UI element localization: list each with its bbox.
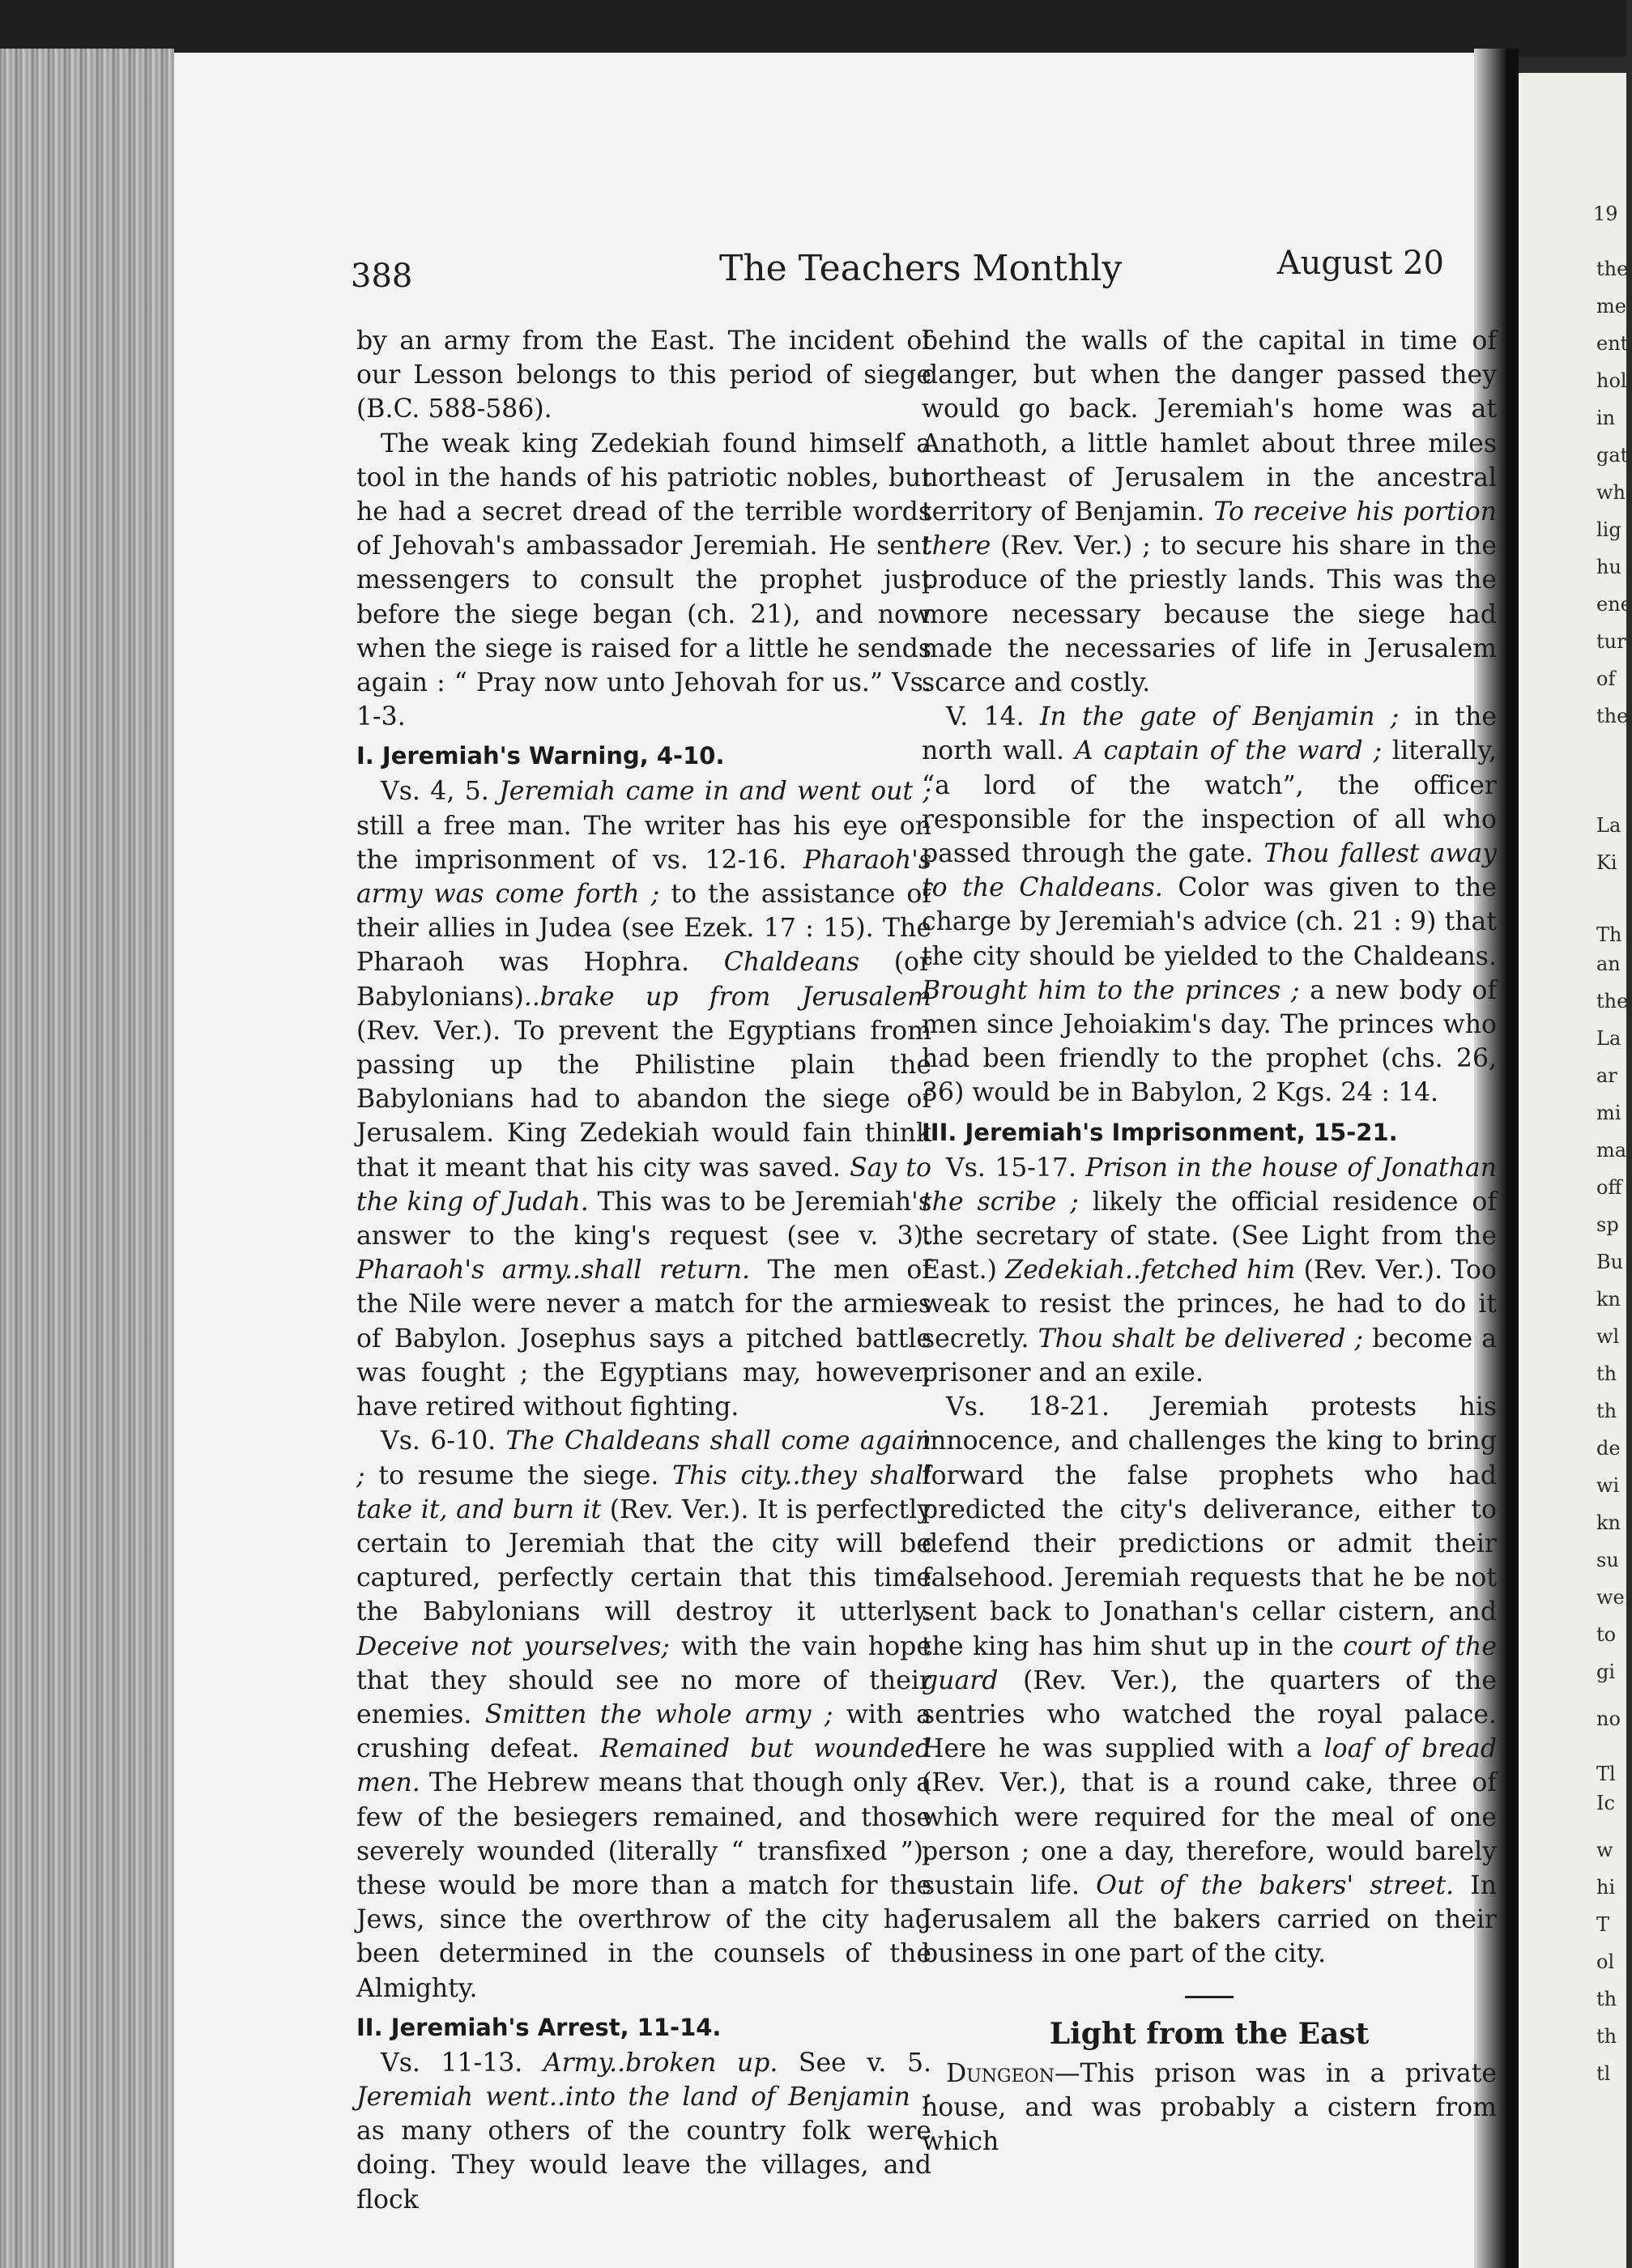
paragraph: Vs. 15-17. Prison in the house of Jonathan the scribe ; likely the official residence of the secretary of state. (See Light from the East.) Zedekiah..fetched him (Rev. Ver.). Too weak to resist the princes, he had to do it secretly. Thou shalt be delivered ; become a prisoner and an exile. <box>922 1153 1497 1388</box>
paragraph: Vs. 18-21. Jeremiah protests his innocence, and challenges the king to bring forward the false prophets who had predicted the city's deliverance, either to defend their predictions or admit their falsehood. Jeremiah requests that he be not sent back to Jonathan's cellar cistern, and the king has him shut up in the court of the guard (Rev. Ver.), the quarters of the sentries who watched the royal palace. Here he was supplied with a loaf of bread (Rev. Ver.), that is a round cake, three of which were required for the meal of one person ; one a day, therefore, would barely sustain life. Out of the bakers' street. In Jerusalem all the bakers carried on their business in one part of the city. <box>922 1392 1498 1969</box>
paragraph: by an army from the East. The incident of our Lesson belongs to this period of siege (B.C. 588-586). <box>356 326 931 424</box>
adjacent-page-text-fragment: of <box>1596 667 1616 690</box>
adjacent-page-text-fragment: wl <box>1596 1325 1620 1348</box>
adjacent-page-text-fragment: ol <box>1596 1950 1615 1973</box>
adjacent-page-text-fragment: tur <box>1596 630 1626 653</box>
scan-top-border <box>0 0 1626 57</box>
adjacent-page-text-fragment: wi <box>1596 1474 1620 1497</box>
adjacent-page-text-fragment: hi <box>1596 1876 1616 1899</box>
section-heading-arrest: II. Jeremiah's Arrest, 11-14. <box>356 2013 722 2041</box>
adjacent-page-text-fragment: wh <box>1596 481 1626 504</box>
section-title-light-from-the-east: Light from the East <box>1049 2016 1370 2051</box>
adjacent-page-text-fragment: T <box>1596 1913 1610 1936</box>
adjacent-page-text-fragment: gat <box>1596 444 1629 467</box>
adjacent-page-text-fragment: to <box>1596 1623 1617 1646</box>
paragraph: Vs. 6-10. The Chaldeans shall come again ; to resume the siege. This city..they shall take it, and burn it (Rev. Ver.). It is perfectly certain to Jeremiah that the city will be captured, perfectly certain that this time the Babylonians will destroy it utterly. Deceive not yourselves; with the vain hope that they should see no more of their enemies. Smitten the whole army ; with a crushing defeat. Remained but wounded men. The Hebrew means that though only a few of the besiegers remained, and those severely wounded (literally “ transfixed ”), these would be more than a match for the Jews, since the overthrow of the city had been determined in the counsels of the Almighty. <box>356 1426 932 2003</box>
adjacent-page-text-fragment: La <box>1596 814 1621 837</box>
adjacent-page-text-fragment: in <box>1596 407 1616 429</box>
adjacent-page-text-fragment: no <box>1596 1707 1621 1730</box>
adjacent-page-text-fragment: lig <box>1596 518 1621 541</box>
adjacent-page-text-fragment: 19 <box>1593 202 1618 225</box>
adjacent-page-text-fragment: hol <box>1596 369 1627 392</box>
section-divider <box>1185 1996 1234 1998</box>
adjacent-page-text-fragment: ene <box>1596 593 1632 616</box>
paragraph: behind the walls of the capital in time of danger, but when the danger passed they would go back. Jeremiah's home was at Anathoth, a little hamlet about three miles northeast of Jerusalem in the ancestral territory of Benjamin. To receive his portion there (Rev. Ver.) ; to secure his share in the produce of the priestly lands. This was the more necessary because the siege had made the necessaries of life in Jerusalem scarce and costly. <box>922 326 1498 698</box>
stacked-page-edges <box>0 49 174 2268</box>
adjacent-page-text-fragment: Tl <box>1596 1763 1616 1785</box>
running-month: August 20 <box>1276 245 1444 282</box>
section-heading-imprisonment: III. Jeremiah's Imprisonment, 15-21. <box>922 1118 1398 1146</box>
adjacent-page-text-fragment: Bu <box>1596 1251 1624 1273</box>
paragraph: Dungeon—This prison was in a private house, and was probably a cistern from which <box>922 2058 1497 2156</box>
adjacent-page-text-fragment: off <box>1596 1176 1622 1199</box>
adjacent-page-text-fragment: gi <box>1596 1660 1616 1683</box>
adjacent-page-text-fragment: kn <box>1596 1511 1621 1534</box>
adjacent-page-text-fragment: th <box>1596 1362 1617 1385</box>
page-header <box>351 243 1444 300</box>
left-column <box>356 324 931 2217</box>
paragraph: The weak king Zedekiah found himself a tool in the hands of his patriotic nobles, but he had a secret dread of the terrible words of Jehovah's ambassador Jeremiah. He sent messengers to consult the prophet just before the siege began (ch. 21), and now when the siege is raised for a little he sends again : “ Pray now unto Jehovah for us.” Vs. 1-3. <box>356 428 931 732</box>
adjacent-page-text-fragment: Ic <box>1596 1792 1615 1814</box>
adjacent-page-text-fragment: ma <box>1596 1139 1627 1162</box>
right-column <box>922 324 1497 2159</box>
adjacent-page-text-fragment: the <box>1596 705 1629 727</box>
adjacent-page-text-fragment: me <box>1596 295 1626 318</box>
adjacent-page-fragment <box>1519 73 1632 2268</box>
running-title: The Teachers Monthly <box>719 248 1123 289</box>
adjacent-page-text-fragment: ar <box>1596 1064 1617 1087</box>
adjacent-page-text-fragment: kn <box>1596 1288 1621 1311</box>
adjacent-page-text-fragment: hu <box>1596 556 1621 578</box>
paragraph: Vs. 4, 5. Jeremiah came in and went out ; still a free man. The writer has his eye on the imprisonment of vs. 12-16. Pharaoh's army was come forth ; to the assistance of their allies in Judea (see Ezek. 17 : 15). The Pharaoh was Hophra. Chaldeans (or Babylonians)..brake up from Jerusalem (Rev. Ver.). To prevent the Egyptians from passing up the Philistine plain the Babylonians had to abandon the siege of Jerusalem. King Zedekiah would fain think that it meant that his city was saved. Say to the king of Judah. This was to be Jeremiah's answer to the king's request (see v. 3). Pharaoh's army..shall return. The men of the Nile were never a match for the armies of Babylon. Josephus says a pitched battle was fought ; the Egyptians may, however, have retired without fighting. <box>356 777 932 1422</box>
adjacent-page-text-fragment: La <box>1596 1027 1621 1050</box>
adjacent-page-text-fragment: the <box>1596 258 1629 280</box>
adjacent-page-text-fragment: ent <box>1596 332 1629 355</box>
adjacent-page-text-fragment: tl <box>1596 2062 1611 2085</box>
adjacent-page-text-fragment: th <box>1596 2025 1617 2048</box>
page-number: 388 <box>351 258 413 295</box>
adjacent-page-text-fragment: an <box>1596 953 1621 975</box>
adjacent-page-text-fragment: the <box>1596 990 1629 1013</box>
adjacent-page-text-fragment: th <box>1596 1988 1617 2010</box>
adjacent-page-text-fragment: th <box>1596 1400 1617 1422</box>
adjacent-page-text-fragment: de <box>1596 1437 1621 1460</box>
section-heading-warning: I. Jeremiah's Warning, 4-10. <box>356 742 725 770</box>
adjacent-page-text-fragment: mi <box>1596 1102 1621 1124</box>
adjacent-page-text-fragment: Th <box>1596 923 1622 946</box>
adjacent-page-text-fragment: su <box>1596 1549 1619 1571</box>
adjacent-page-text-fragment: w <box>1596 1839 1613 1861</box>
paragraph: V. 14. In the gate of Benjamin ; in the north wall. A captain of the ward ; literally, “a lord of the watch”, the officer responsible for the inspection of all who passed through the gate. Thou fallest away to the Chaldeans. Color was given to the charge by Jeremiah's advice (ch. 21 : 9) that the city should be yielded to the Chaldeans. Brought him to the princes ; a new body of men since Jehoiakim's day. The princes who had been friendly to the prophet (chs. 26, 36) would be in Babylon, 2 Kgs. 24 : 14. <box>922 702 1497 1108</box>
adjacent-page-text-fragment: we <box>1596 1586 1625 1609</box>
paragraph: Vs. 11-13. Army..broken up. See v. 5. Jeremiah went..into the land of Benjamin ; as many others of the country folk were doing. They would leave the villages, and flock <box>356 2048 931 2215</box>
adjacent-page-text-fragment: Ki <box>1596 851 1617 874</box>
adjacent-page-text-fragment: sp <box>1596 1213 1619 1236</box>
